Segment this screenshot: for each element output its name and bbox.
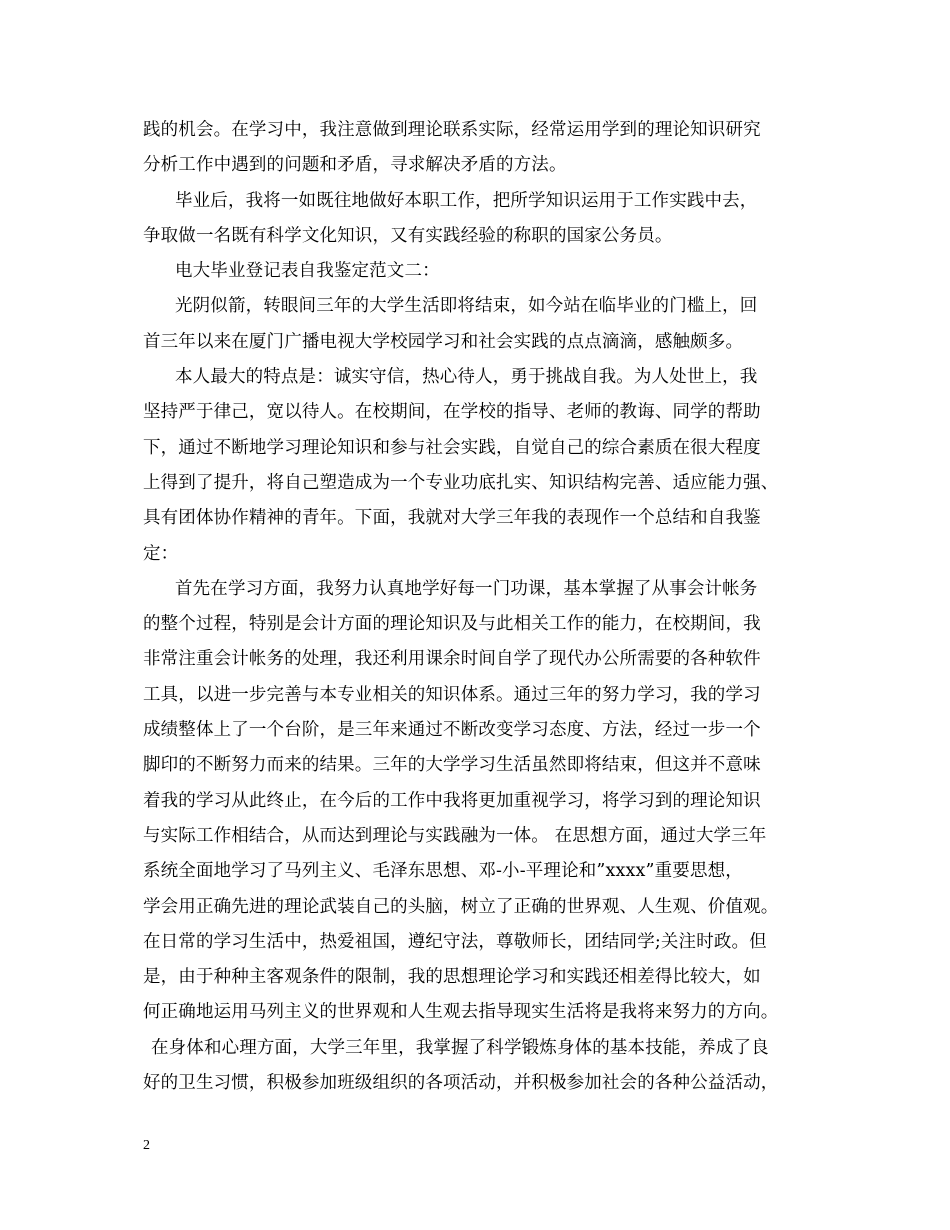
- text-line: 在日常的学习生活中，热爱祖国，遵纪守法，尊敬师长，团结同学;关注时政。但: [143, 931, 767, 952]
- text-line: 首先在学习方面，我努力认真地学好每一门功课，基本掌握了从事会计帐务: [175, 578, 758, 599]
- text-line: 系统全面地学习了马列主义、毛泽东思想、邓-小-平理论和”xxxx”重要思想，: [143, 861, 743, 882]
- text-line: 何正确地运用马列主义的世界观和人生观去指导现实生活将是我将来努力的方向。: [143, 1002, 779, 1023]
- text-line: 具有团体协作精神的青年。下面，我就对大学三年我的表现作一个总结和自我鉴: [143, 508, 761, 529]
- text-line: 本人最大的特点是：诚实守信，热心待人，勇于挑战自我。为人处世上，我: [175, 367, 758, 388]
- text-line: 成绩整体上了一个台阶，是三年来通过不断改变学习态度、方法，经过一步一个: [143, 720, 761, 741]
- section-heading: 电大毕业登记表自我鉴定范文二：: [175, 261, 440, 282]
- page-number: 2: [143, 1138, 150, 1153]
- text-line: 首三年以来在厦门广播电视大学校园学习和社会实践的点点滴滴，感触颇多。: [143, 331, 744, 352]
- text-line: 着我的学习从此终止，在今后的工作中我将更加重视学习，将学习到的理论知识: [143, 790, 761, 811]
- text-line: 上得到了提升，将自己塑造成为一个专业功底扎实、知识结构完善、适应能力强、: [143, 472, 779, 493]
- text-line: 毕业后，我将一如既往地做好本职工作，把所学知识运用于工作实践中去，: [175, 190, 758, 211]
- text-line: 是，由于种种主客观条件的限制，我的思想理论学习和实践还相差得比较大，如: [143, 967, 761, 988]
- text-line: 践的机会。在学习中，我注意做到理论联系实际，经常运用学到的理论知识研究: [143, 120, 761, 140]
- text-line: 脚印的不断努力而来的结果。三年的大学学习生活虽然即将结束，但这并不意味: [143, 755, 761, 776]
- text-line: 与实际工作相结合，从而达到理论与实践融为一体。 在思想方面，通过大学三年: [143, 825, 767, 846]
- text-line: 好的卫生习惯，积极参加班级组织的各项活动，并积极参加社会的各种公益活动，: [143, 1073, 779, 1094]
- text-line: 的整个过程，特别是会计方面的理论知识及与此相关工作的能力，在校期间，我: [143, 614, 761, 635]
- text-line: 坚持严于律己，宽以待人。在校期间，在学校的指导、老师的教诲、同学的帮助: [143, 402, 761, 423]
- text-line: 争取做一名既有科学文化知识，又有实践经验的称职的国家公务员。: [143, 225, 673, 246]
- text-line: 分析工作中遇到的问题和矛盾，寻求解决矛盾的方法。: [143, 155, 567, 176]
- text-line: 定：: [143, 543, 179, 564]
- text-line: 非常注重会计帐务的处理，我还利用课余时间自学了现代办公所需要的各种软件: [143, 649, 761, 670]
- body-text: [143, 113, 808, 1101]
- text-line: 光阴似箭，转眼间三年的大学生活即将结束，如今站在临毕业的门槛上，回: [175, 296, 758, 317]
- text-line: 工具，以进一步完善与本专业相关的知识体系。通过三年的努力学习，我的学习: [143, 684, 761, 705]
- text-line: 学会用正确先进的理论武装自己的头脑，树立了正确的世界观、人生观、价值观。: [143, 896, 779, 917]
- text-line: 在身体和心理方面，大学三年里，我掌握了科学锻炼身体的基本技能，养成了良: [151, 1037, 769, 1058]
- text-line: 下，通过不断地学习理论知识和参与社会实践，自觉自己的综合素质在很大程度: [143, 437, 761, 458]
